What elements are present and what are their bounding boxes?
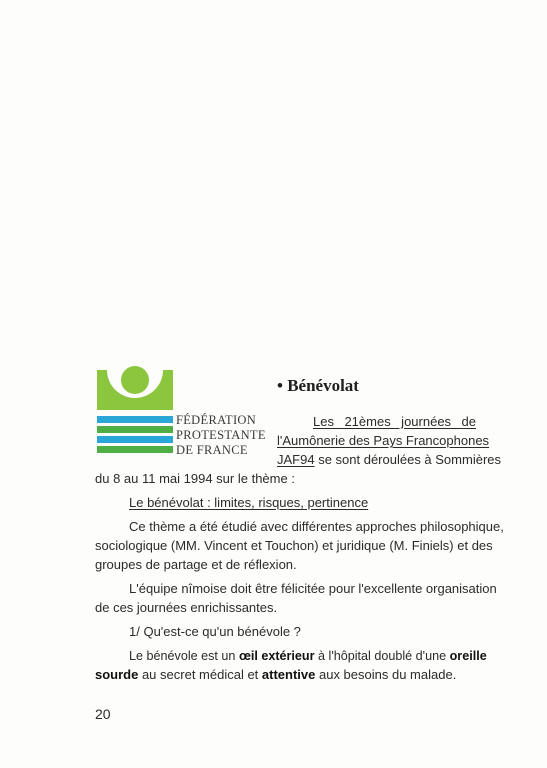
- intro-line-2: l'Aumônerie des Pays Francophones: [277, 433, 490, 448]
- para1-line-3: groupes de partage et de réflexion.: [95, 557, 297, 572]
- federation-name: [176, 413, 276, 458]
- para1-line-2: sociologique (MM. Vincent et Touchon) et juridique (M. Finiels) et des: [95, 538, 493, 553]
- emphasis-oreille: oreille: [449, 649, 487, 663]
- para2-line-2: de ces journées enrichissantes.: [95, 600, 278, 615]
- intro-line-1: Les 21èmes journées de: [313, 414, 476, 429]
- logo-line-3: DE FRANCE: [176, 443, 248, 457]
- theme-title: Le bénévolat : limites, risques, pertinence: [129, 495, 369, 510]
- question-heading: 1/ Qu'est-ce qu'un bénévole ?: [129, 624, 301, 639]
- para2-line-1: L'équipe nîmoise doit être félicitée pour l'excellente organisation: [129, 581, 497, 596]
- para1-line-1: Ce thème a été étudié avec différentes approches philosophique,: [129, 519, 504, 534]
- logo-line-1: FÉDÉRATION: [176, 413, 257, 427]
- federation-logo-icon: [95, 366, 175, 456]
- para3-line-2: sourde au secret médical et attentive aux besoins du malade.: [95, 667, 457, 682]
- emphasis-oeil-exterieur: œil extérieur: [238, 649, 315, 663]
- intro-line-4: du 8 au 11 mai 1994 sur le thème :: [95, 471, 295, 486]
- emphasis-attentive: attentive: [261, 667, 316, 682]
- federation-logo: [95, 366, 175, 456]
- section-heading: [277, 376, 359, 396]
- section-title: Bénévolat: [287, 376, 359, 395]
- para3-line-1: Le bénévole est un œil extérieur à l'hôpital doublé d'une oreille: [129, 649, 487, 663]
- emphasis-sourde: sourde: [95, 667, 139, 682]
- logo-line-2: PROTESTANTE: [176, 428, 266, 442]
- bullet: •: [277, 376, 283, 395]
- intro-line-3: JAF94 se sont déroulées à Sommières: [277, 452, 502, 467]
- page-number: 20: [95, 706, 111, 722]
- jaf94-link[interactable]: JAF94: [277, 452, 315, 467]
